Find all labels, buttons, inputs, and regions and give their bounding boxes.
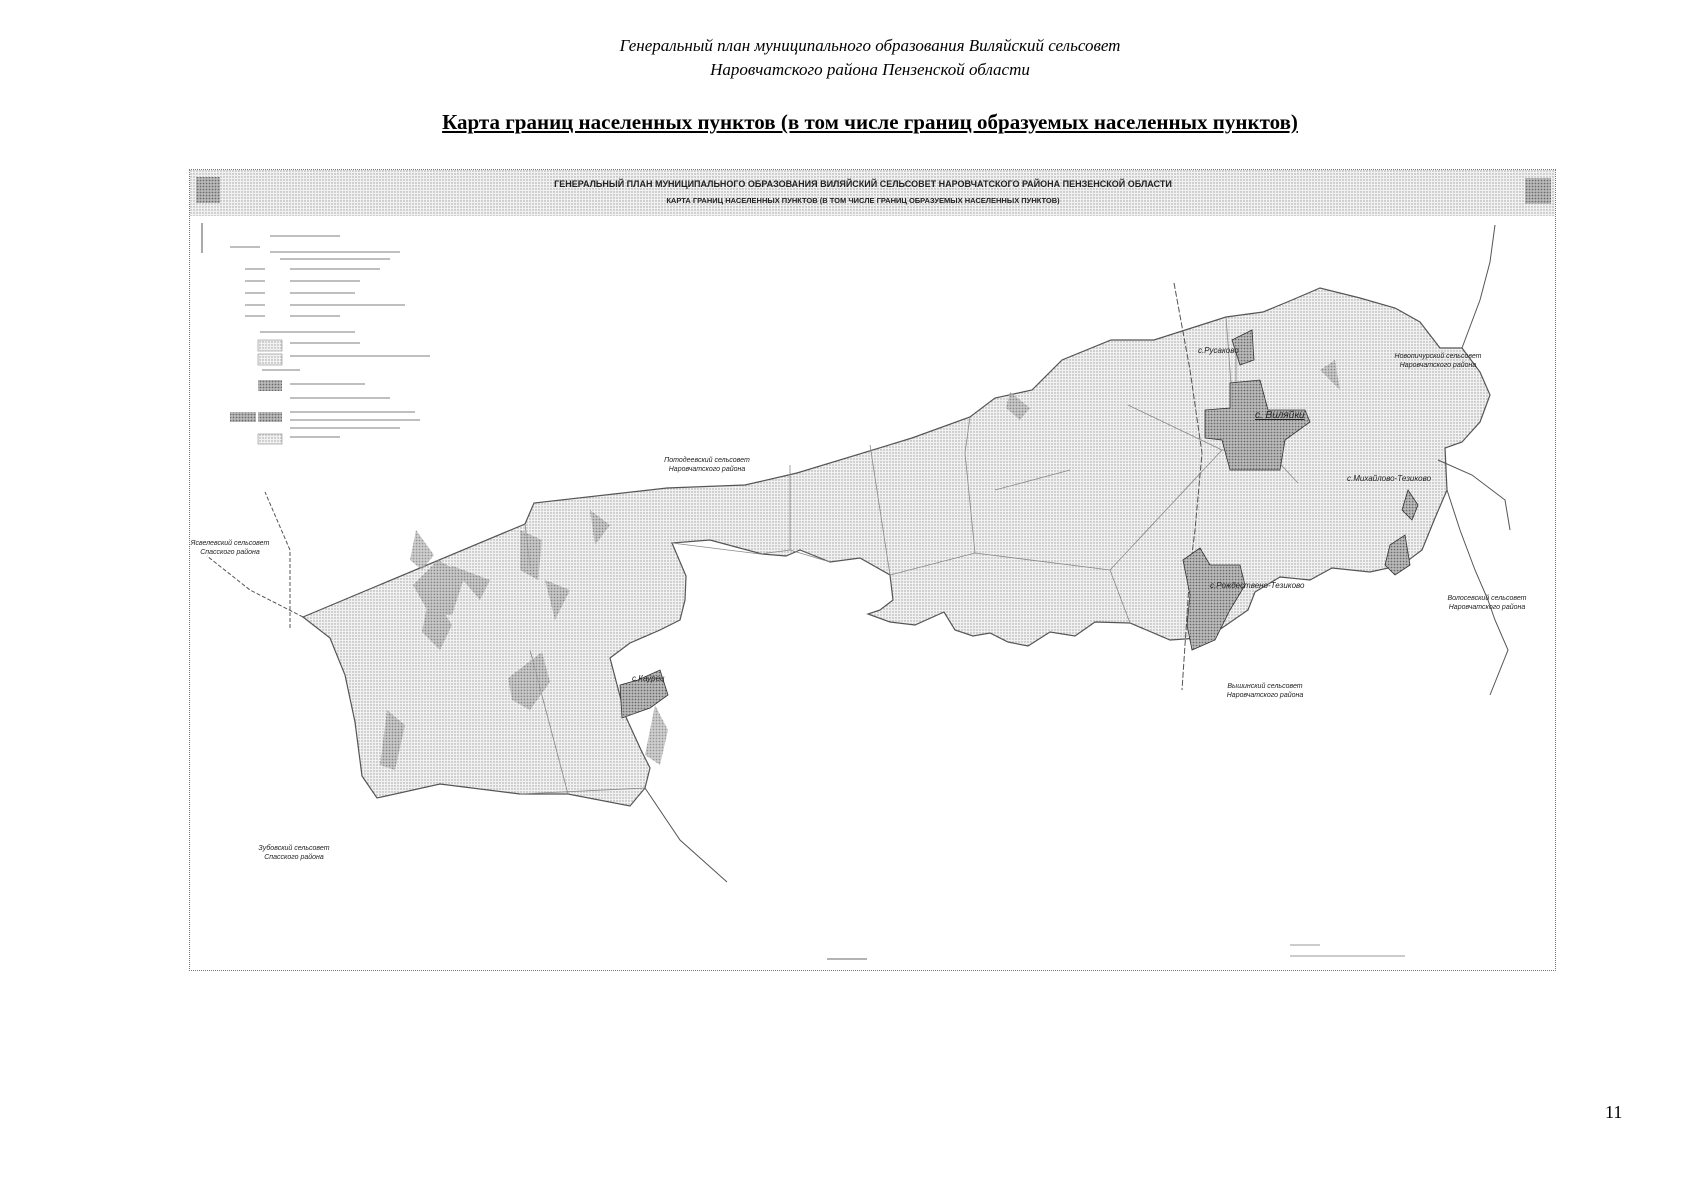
legend-swatch-boundary-a: [230, 412, 256, 422]
legend-swatch-other: [258, 434, 282, 444]
map-banner: [190, 170, 1555, 216]
map-figure: [189, 169, 1556, 971]
label-yakovlevsky-2: Спасского района: [200, 549, 260, 556]
label-zubovsky-1: Зубовский сельсовет: [258, 845, 330, 852]
label-rozhdestveno-tezikovo: с.Рождествено-Тезиково: [1210, 581, 1305, 590]
header-line-1: Генеральный план муниципального образования Виляйский сельсовет: [619, 36, 1121, 55]
label-novopichursky-1: Новопичурский сельсовет: [1394, 353, 1482, 360]
label-vysh-2: Наровчатского района: [1226, 692, 1304, 699]
label-zubovsky-2: Спасского района: [264, 854, 324, 861]
map-svg: [190, 170, 1555, 970]
map-banner-line-1: ГЕНЕРАЛЬНЫЙ ПЛАН МУНИЦИПАЛЬНОГО ОБРАЗОВАНИЯ ВИЛЯЙСКИЙ СЕЛЬСОВЕТ НАРОВЧАТСКОГО РАЙОНА ПЕНЗЕНСКОЙ ОБЛАСТИ: [554, 179, 1172, 189]
legend-swatch-forest: [258, 340, 282, 351]
municipality-territory: [303, 288, 1490, 806]
legend: [230, 236, 430, 437]
document-header: [0, 34, 1697, 82]
label-vol-1: Волосевский сельсовет: [1447, 595, 1527, 602]
page-number: 11: [1605, 1102, 1623, 1122]
label-novopichursky-2: Наровчатского района: [1399, 362, 1477, 369]
label-kaurets: с.Каурец: [632, 674, 665, 683]
label-vol-2: Наровчатского района: [1448, 604, 1526, 611]
emblem-right-icon: [1525, 178, 1551, 204]
label-vysh-1: Вышинский сельсовет: [1227, 683, 1303, 690]
legend-swatch-settlement: [258, 380, 282, 391]
legend-swatch-boundary-b: [258, 412, 282, 422]
map-banner-line-2: КАРТА ГРАНИЦ НАСЕЛЕННЫХ ПУНКТОВ (В ТОМ ЧИСЛЕ ГРАНИЦ ОБРАЗУЕМЫХ НАСЕЛЕННЫХ ПУНКТОВ): [666, 196, 1060, 205]
label-vilyayki: с. Виляйки: [1255, 410, 1305, 421]
header-line-2: Наровчатского района Пензенской области: [710, 60, 1030, 79]
label-yakovlevsky-1: Ясвелевский сельсовет: [190, 540, 270, 547]
document-title: Карта границ населенных пунктов (в том числе границ образуемых населенных пунктов): [442, 110, 1298, 134]
label-rusakovo: с.Русаково: [1198, 346, 1239, 355]
label-potodeevsky-1: Потодеевский сельсовет: [664, 457, 750, 464]
label-potodeevsky-2: Наровчатского района: [668, 466, 746, 473]
label-mikhaylovo-tezikovo: с.Михайлово-Тезиково: [1347, 474, 1432, 483]
emblem-left-icon: [196, 177, 220, 203]
legend-swatch-agri: [258, 354, 282, 365]
